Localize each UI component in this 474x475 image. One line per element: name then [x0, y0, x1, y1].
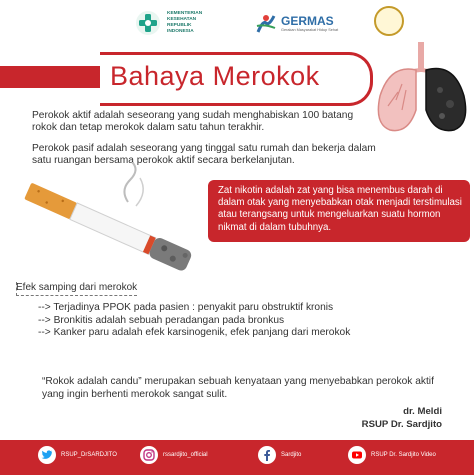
youtube-link[interactable] — [348, 446, 436, 464]
germas-title: GERMAS — [281, 13, 334, 28]
effects-list — [38, 302, 350, 340]
instagram-link[interactable] — [140, 446, 208, 464]
effect-item-kanker: --> Kanker paru adalah efek karsinogenik, efek panjang dari merokok — [38, 327, 351, 339]
smoke — [124, 162, 135, 202]
facebook-icon — [258, 446, 276, 464]
germas-logo — [255, 12, 338, 34]
author-name: dr. Meldi — [403, 406, 442, 417]
youtube-handle: RSUP Dr. Sardjito Video — [371, 452, 436, 458]
germas-subtitle: Gerakan Masyarakat Hidup Sehat — [281, 27, 339, 32]
hospital-logo — [374, 6, 404, 36]
kemenkes-logo — [135, 10, 219, 36]
quote: “Rokok adalah candu” merupakan sebuah kenyataan yang menyebabkan perokok aktif yang ingin berhenti merokok sangat sulit. — [42, 376, 434, 400]
cigarette-illustration — [8, 162, 213, 290]
author-institution: RSUP Dr. Sardjito — [361, 418, 442, 430]
healthy-lung — [378, 69, 416, 131]
cigarette-paper — [70, 203, 156, 254]
germas-icon — [255, 12, 277, 34]
effect-item-bronkitis: --> Bronkitis adalah sebuah peradangan pada bronkus — [38, 314, 285, 326]
instagram-icon — [140, 446, 158, 464]
twitter-icon — [38, 446, 56, 464]
youtube-icon — [348, 446, 366, 464]
effect-item-ppok: --> Terjadinya PPOK pada pasien : penyakit paru obstruktif kronis — [38, 302, 334, 313]
facebook-handle: Sardjito — [281, 452, 302, 458]
kemenkes-icon — [135, 10, 161, 36]
title-banner — [100, 52, 373, 106]
twitter-handle: RSUP_DrSARDJITO — [61, 452, 117, 458]
twitter-link[interactable] — [38, 446, 117, 464]
kemenkes-text: KEMENTERIAN KESEHATAN REPUBLIK INDONESIA — [167, 11, 203, 34]
passive-smoker-definition: Perokok pasif adalah seseorang yang tinggal satu rumah dan bekerja dalam satu ruangan bersama perokok aktif secara berkelanjutan. — [32, 143, 376, 167]
instagram-handle: rssardjito_official — [163, 452, 208, 458]
active-smoker-definition: Perokok aktif adalah seseorang yang sudah menghabiskan 100 batang rokok dan tetap merokok dalam satu tahun terakhir. — [32, 110, 354, 134]
effects-title: Efek samping dari merokok — [16, 282, 137, 296]
trachea — [418, 42, 424, 72]
lungs-illustration — [372, 40, 472, 136]
title-accent-bar — [0, 66, 100, 88]
facebook-link[interactable] — [258, 446, 301, 464]
nicotine-info-box: Zat nikotin adalah zat yang bisa menembus darah di dalam otak yang menyebabkan otak menjadi terstimulasi atau terangsang untuk mengeluarkan suatu hormon nikmat di dalam tubuhnya. — [208, 180, 470, 242]
author — [362, 406, 442, 431]
cigarette-filter — [24, 183, 77, 220]
page-title: Bahaya Merokok — [110, 61, 320, 91]
smoker-lung — [426, 68, 466, 130]
